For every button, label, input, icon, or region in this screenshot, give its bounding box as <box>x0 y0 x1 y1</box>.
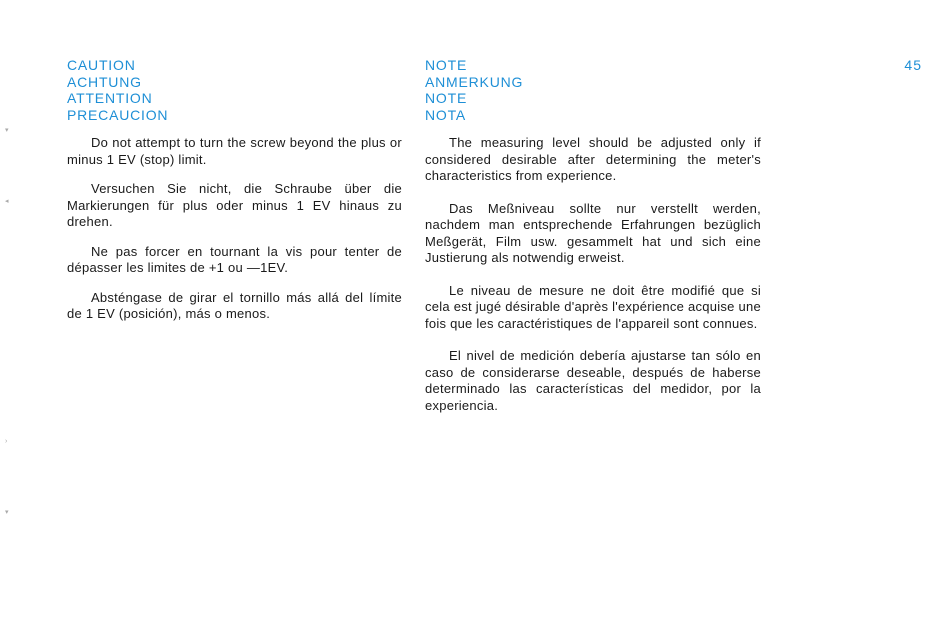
note-text-en: The measuring level should be adjusted only if considered desirable after determining the meter's characteristics from experience. <box>425 135 761 183</box>
caution-text-en: Do not attempt to turn the screw beyond the plus or minus 1 EV (stop) limit. <box>67 135 402 167</box>
heading-de: ACHTUNG <box>67 73 142 90</box>
caution-text-de: Versuchen Sie nicht, die Schraube über die Markierungen für plus oder minus 1 EV hinaus zu drehen. <box>67 181 402 229</box>
binding-mark: › <box>5 438 8 445</box>
note-column <box>425 57 761 430</box>
heading-fr: NOTE <box>425 90 468 106</box>
note-text-de: Das Meßniveau sollte nur verstellt werden, nachdem man entsprechende Erfahrungen bezüglich Meßgerät, Film usw. gesammelt hat und sich eine Justierung als notwendig erweist. <box>425 200 761 265</box>
heading-es: PRECAUCION <box>67 106 169 123</box>
note-text-es: El nivel de medición debería ajustarse tan sólo en caso de considerarse deseable, después de haberse determinado las características del medidor, por la experiencia. <box>425 348 761 413</box>
caution-text-es: Absténgase de girar el tornillo más allá del límite de 1 EV (posición), más o menos. <box>67 289 402 321</box>
caution-text-fr: Ne pas forcer en tournant la vis pour tenter de dépasser les limites de +1 ou —1EV. <box>67 243 402 275</box>
heading-en: CAUTION <box>67 57 136 73</box>
note-heading <box>425 57 761 123</box>
binding-mark: ▾ <box>5 127 9 134</box>
caution-column <box>67 57 402 336</box>
page-number: 45 <box>904 57 922 73</box>
heading-de: ANMERKUNG <box>425 73 524 90</box>
binding-mark: ▾ <box>5 509 9 516</box>
heading-es: NOTA <box>425 106 467 123</box>
heading-en: NOTE <box>425 57 468 73</box>
heading-fr: ATTENTION <box>67 90 153 106</box>
binding-mark: ◂ <box>5 198 9 205</box>
note-text-fr: Le niveau de mesure ne doit être modifié que si cela est jugé désirable d'après l'expérience acquise une fois que les caractéristiques de l'appareil sont connues. <box>425 282 761 331</box>
caution-heading <box>67 57 402 123</box>
